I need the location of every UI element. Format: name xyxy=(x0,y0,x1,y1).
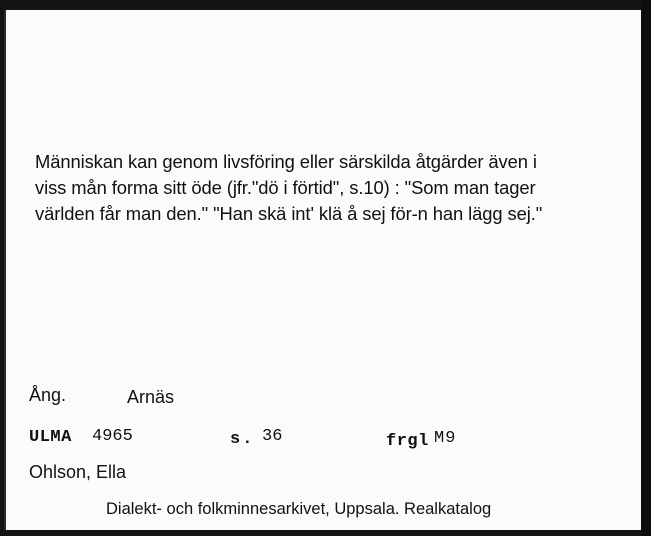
ulma-number: 4965 xyxy=(92,427,133,446)
ang-label: Ång. xyxy=(29,385,67,405)
archive-card xyxy=(4,10,641,530)
ang-value: Arnäs xyxy=(127,387,175,407)
scan-edge xyxy=(641,0,651,536)
frgl-value: M9 xyxy=(434,429,457,448)
page-number: 36 xyxy=(262,427,283,446)
frgl-label: frgl xyxy=(386,432,429,451)
page-label: s. xyxy=(230,430,255,449)
body-line-3: världen får man den." "Han skä int' klä å sej för-n han lägg sej." xyxy=(35,203,543,224)
ulma-label: ULMA xyxy=(29,428,72,447)
body-line-2: viss mån forma sitt öde (jfr."dö i förtid", s.10) : "Som man tager xyxy=(35,177,536,198)
card-body-text xyxy=(35,149,615,227)
informant-name: Ohlson, Ella xyxy=(29,462,127,482)
body-line-1: Människan kan genom livsföring eller särskilda åtgärder även i xyxy=(35,151,537,172)
archive-footer: Dialekt- och folkminnesarkivet, Uppsala. Realkatalog xyxy=(106,500,492,518)
